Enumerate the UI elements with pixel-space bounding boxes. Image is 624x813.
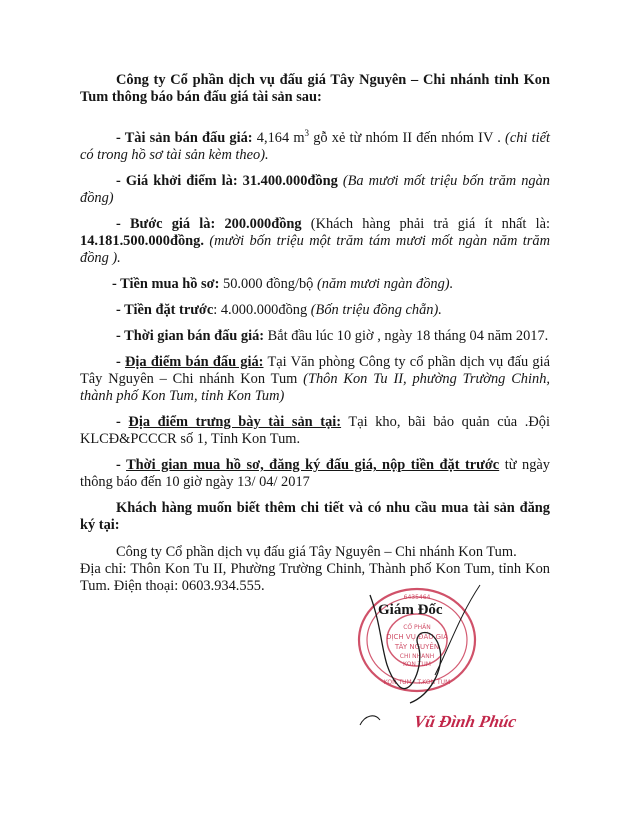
item-auction-venue-label: Địa điểm bán đấu giá: bbox=[125, 354, 264, 370]
item-start-price-note: (Ba mươi mốt triệu bốn trăm ngàn đồng) bbox=[80, 173, 550, 206]
svg-text:KON TUM · T.KON TUM: KON TUM · T.KON TUM bbox=[383, 679, 451, 686]
item-deposit-label: - Tiền đặt trước bbox=[116, 302, 214, 318]
svg-text:DỊCH VỤ ĐẤU GIÁ: DỊCH VỤ ĐẤU GIÁ bbox=[386, 633, 448, 641]
item-asset-text: 4,164 m bbox=[252, 130, 305, 146]
item-auction-venue-dash: - bbox=[116, 354, 126, 370]
item-auction-time-text: Bắt đầu lúc 10 giờ , ngày 18 tháng 04 năm 2017. bbox=[264, 328, 549, 344]
item-auction-time bbox=[80, 328, 550, 345]
item-deposit-note: (Bốn triệu đồng chẵn). bbox=[307, 302, 442, 318]
item-deposit-text: 4.000.000đồng bbox=[217, 302, 308, 318]
signer-name: Vũ Đình Phúc bbox=[412, 712, 518, 731]
item-bid-step-note: (mười bốn triệu một trăm tám mươi mốt ngàn năm trăm đồng ). bbox=[80, 233, 550, 266]
item-registration-time-label: Thời gian mua hồ sơ, đăng ký đấu giá, nộp tiền đặt trước bbox=[126, 457, 500, 473]
item-registration-time-dash: - bbox=[116, 457, 127, 473]
item-registration-time bbox=[80, 457, 550, 491]
intro-paragraph: Công ty Cổ phần dịch vụ đấu giá Tây Nguyên – Chi nhánh tỉnh Kon Tum thông báo bán đấu giá tài sản sau: bbox=[80, 72, 550, 105]
document-body bbox=[80, 72, 550, 595]
signature-title: Giám Đốc bbox=[378, 602, 443, 618]
item-display-venue-text: Tại kho, bãi bảo quản của .Đội KLCĐ&PCCCR số 1, Tỉnh Kon Tum. bbox=[80, 414, 550, 447]
item-bid-step-text: (Khách hàng phải trả giá ít nhất là: bbox=[301, 216, 550, 232]
item-asset bbox=[80, 130, 550, 164]
item-asset-label: - Tài sản bán đấu giá: bbox=[116, 130, 253, 146]
item-asset-text-post: gỗ xẻ từ nhóm II đến nhóm IV . bbox=[309, 130, 501, 146]
item-bid-step-amount: 14.181.500.000đồng. bbox=[80, 233, 204, 249]
item-display-venue-label: Địa điểm trưng bày tài sản tại: bbox=[128, 414, 342, 430]
item-deposit bbox=[80, 302, 550, 319]
item-bid-step bbox=[80, 216, 550, 267]
svg-text:CHI NHÁNH: CHI NHÁNH bbox=[399, 653, 435, 660]
item-auction-time-label: - Thời gian bán đấu giá: bbox=[116, 328, 265, 344]
item-asset-note: (chi tiết có trong hồ sơ tài sản kèm theo). bbox=[80, 130, 550, 163]
item-deposit-colon: : bbox=[213, 302, 218, 318]
svg-text:6435464: 6435464 bbox=[403, 594, 431, 601]
closing-paragraph: Khách hàng muốn biết thêm chi tiết và có nhu cầu mua tài sản đăng ký tại: bbox=[80, 500, 550, 533]
svg-text:TÂY NGUYÊN: TÂY NGUYÊN bbox=[394, 643, 440, 651]
item-auction-venue-text: Tại Văn phòng Công ty cổ phần dịch vụ đấu giá Tây Nguyên – Chi nhánh Kon Tum bbox=[80, 354, 551, 387]
item-auction-venue-note: (Thôn Kon Tu II, phường Trường Chinh, thành phố Kon Tum, tỉnh Kon Tum) bbox=[80, 371, 550, 404]
item-auction-venue bbox=[80, 354, 550, 405]
contact-address: Địa chỉ: Thôn Kon Tu II, Phường Trường Chinh, Thành phố Kon Tum, tỉnh Kon Tum. Điện thoại: 0603.934.555. bbox=[80, 561, 550, 594]
item-display-venue bbox=[80, 414, 550, 448]
item-bid-step-label: - Bước giá là: 200.000đồng bbox=[116, 216, 302, 232]
item-dossier-fee-note: (năm mươi ngàn đồng). bbox=[313, 276, 454, 292]
contact-company: Công ty Cổ phần dịch vụ đấu giá Tây Nguyên – Chi nhánh Kon Tum. bbox=[116, 544, 517, 560]
item-dossier-fee-label: - Tiền mua hồ sơ: bbox=[112, 276, 220, 292]
item-registration-time-text: từ ngày thông báo đến 10 giờ ngày 13/ 04/ 2017 bbox=[80, 457, 551, 490]
item-display-venue-dash: - bbox=[116, 414, 129, 430]
svg-text:KON TUM: KON TUM bbox=[403, 661, 431, 668]
item-dossier-fee bbox=[80, 276, 550, 293]
item-dossier-fee-text: 50.000 đồng/bộ bbox=[219, 276, 314, 292]
item-start-price bbox=[80, 173, 550, 207]
item-asset-sup: 3 bbox=[304, 128, 310, 139]
svg-text:CỔ PHẦN: CỔ PHẦN bbox=[403, 624, 431, 631]
item-start-price-label: - Giá khởi điểm là: 31.400.000đồng bbox=[116, 173, 338, 189]
